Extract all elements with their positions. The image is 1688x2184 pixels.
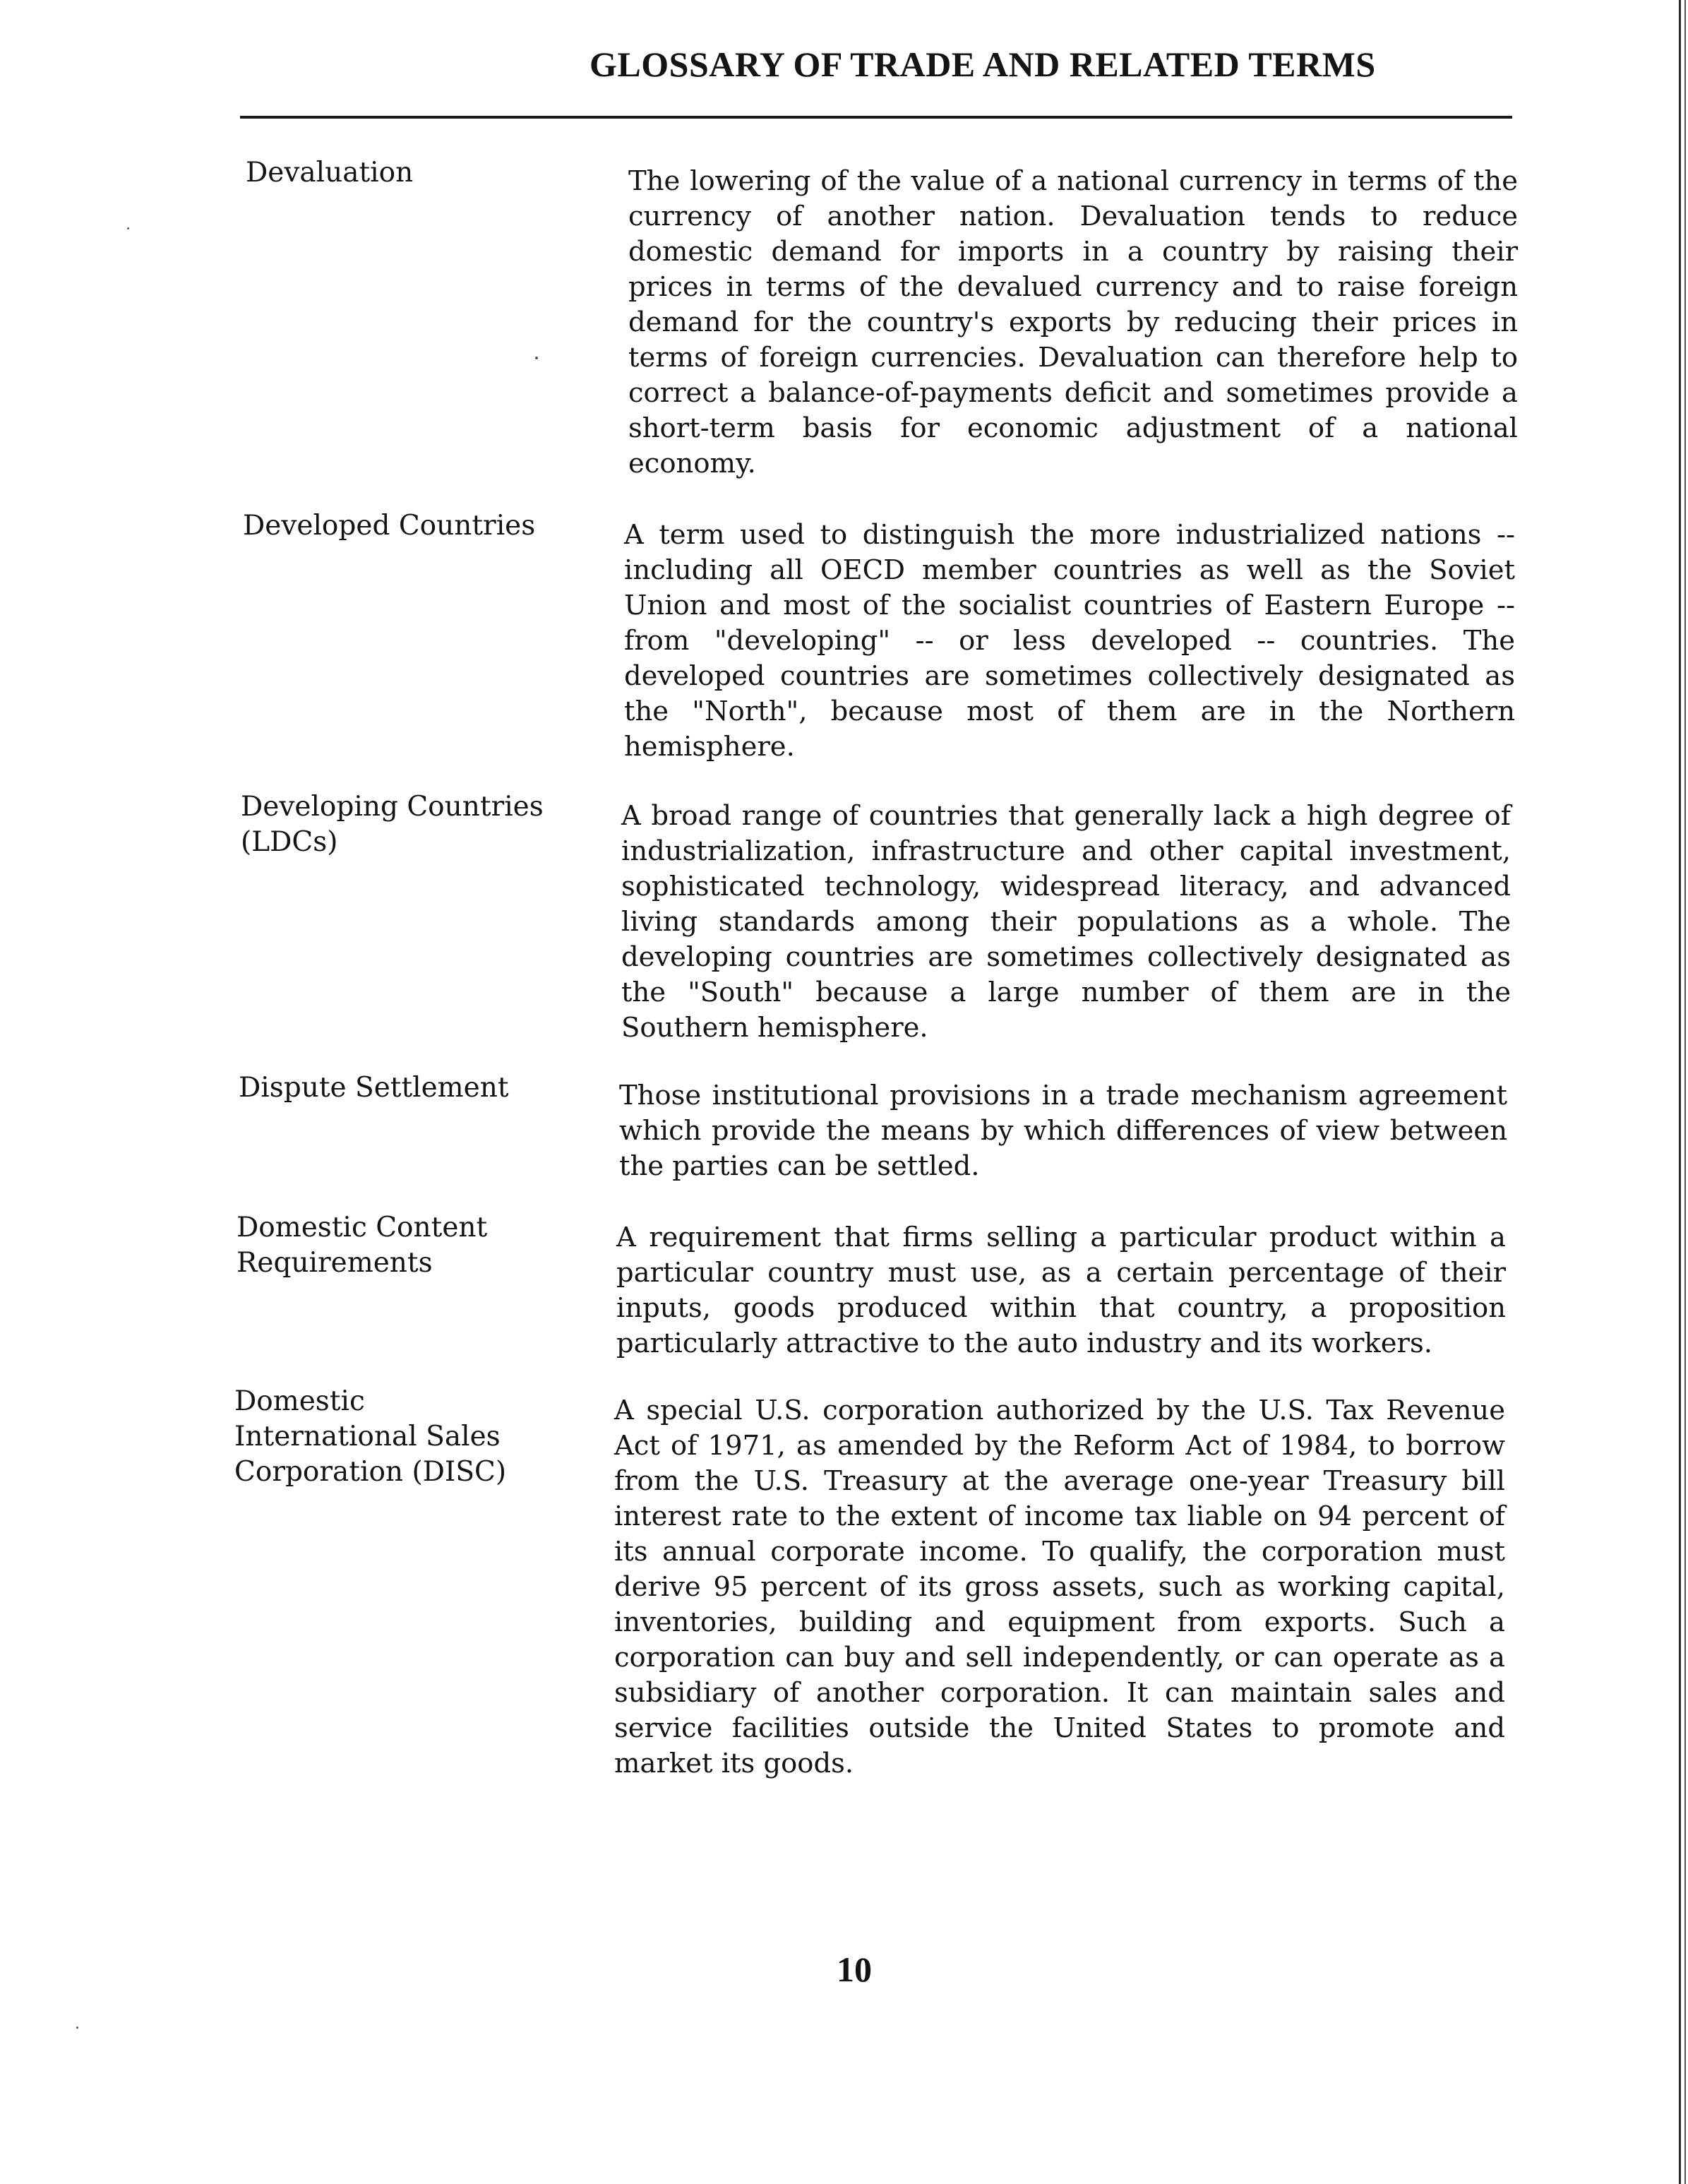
scan-speck (535, 357, 538, 359)
scan-speck (76, 2027, 78, 2029)
glossary-term (246, 155, 613, 191)
term-line: Corporation (DISC) (234, 1456, 507, 1488)
term-line: Domestic Content (237, 1212, 488, 1243)
glossary-definition: Those institutional provisions in a trade mechanism agreement which provide the means by which differences of view between the parties can be settled. (619, 1080, 1507, 1182)
term-line: Domestic (234, 1385, 365, 1417)
term-line: Dispute Settlement (239, 1072, 509, 1104)
glossary-definition: A requirement that firms selling a particular product within a particular country must use, as a certain percentage of their inputs, goods produced within that country, a proposition particularly attractive to the auto industry and its workers. (616, 1222, 1506, 1359)
glossary-term (234, 1384, 601, 1490)
term-line: International Sales (234, 1421, 501, 1452)
title-divider (240, 116, 1512, 119)
glossary-term (241, 789, 608, 860)
term-line: Developed Countries (243, 510, 536, 542)
page-number: 10 (837, 1950, 872, 1989)
glossary-definition: A special U.S. corporation authorized by the U.S. Tax Revenue Act of 1971, as amended by the Reform Act of 1984, to borrow from the U.S. Treasury at the average one-year Treasury bill interest rate to the extent of income tax liable on 94 percent of its annual corporate income. To qualify, the corporation must derive 95 percent of its gross assets, such as working capital, inventories, building and equipment from exports. Such a corporation can buy and sell independently, or can operate as a subsidiary of another corporation. It can maintain sales and service facilities outside the United States to promote and market its goods. (614, 1395, 1505, 1779)
glossary-term (237, 1210, 604, 1281)
scan-edge-line (1679, 0, 1681, 2184)
term-line: (LDCs) (241, 826, 338, 858)
glossary-definition: A term used to distinguish the more industrialized nations -- including all OECD member countries as well as the Soviet Union and most of the socialist countries of Eastern Europe -- from "developing" -- or less developed -- countries. The developed countries are sometimes collectively designated as the "North", because most of them are in the Northern hemisphere. (624, 519, 1515, 763)
scan-edge-line (1684, 0, 1686, 2184)
page-title: GLOSSARY OF TRADE AND RELATED TERMS (589, 44, 1376, 84)
term-line: Developing Countries (241, 791, 544, 823)
term-line: Requirements (237, 1247, 433, 1279)
scan-speck (127, 227, 129, 229)
term-line: Devaluation (246, 157, 414, 189)
glossary-term (239, 1070, 606, 1106)
glossary-definition: The lowering of the value of a national currency in terms of the currency of another nation. Devaluation tends to reduce domestic demand for imports in a country by raising their prices in terms of the devalued currency and to raise foreign demand for the country's exports by reducing their prices in terms of foreign currencies. Devaluation can therefore help to correct a balance-of-payments deficit and sometimes provide a short-term basis for economic adjustment of a national economy. (628, 165, 1518, 479)
glossary-definition: A broad range of countries that generally lack a high degree of industrialization, infrastructure and other capital investment, sophisticated technology, widespread literacy, and advanced living standards among their populations as a whole. The developing countries are sometimes collectively designated as the "South" because a large number of them are in the Southern hemisphere. (621, 800, 1511, 1044)
glossary-term (243, 508, 610, 544)
